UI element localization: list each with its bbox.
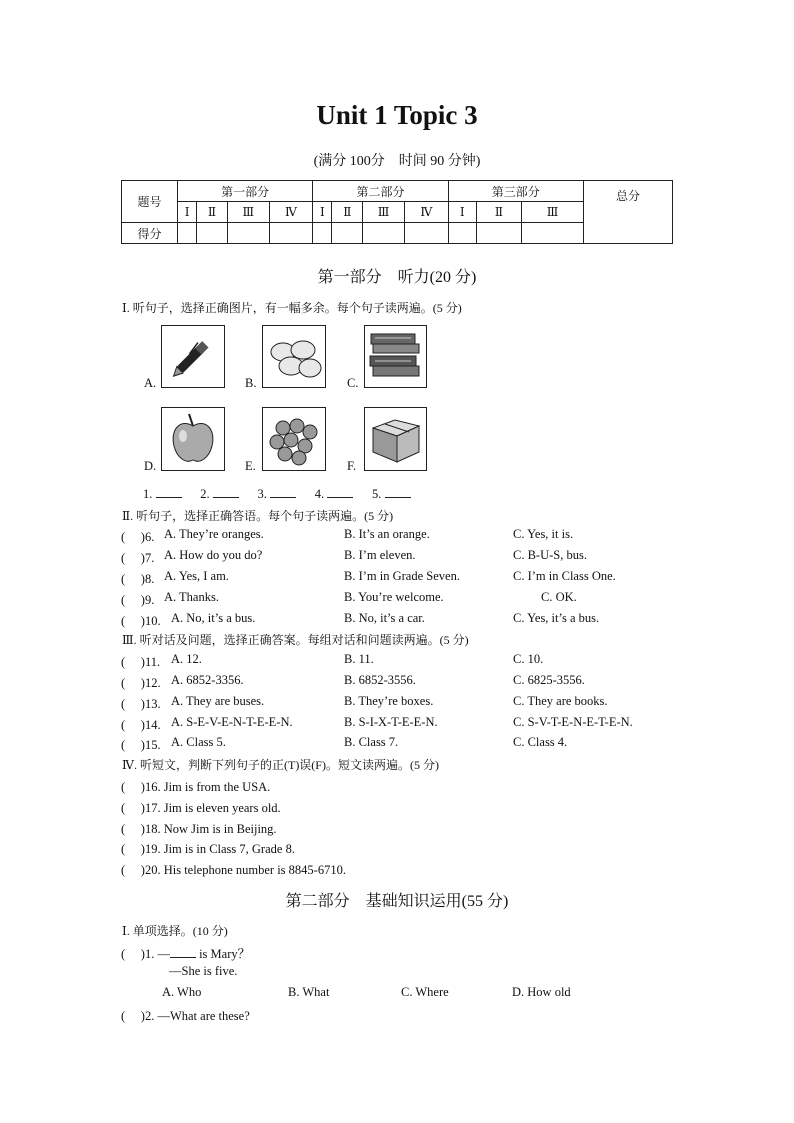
- col-p1-1: Ⅰ: [178, 202, 197, 223]
- total-header: 总分: [584, 181, 673, 244]
- question-num: ( )1. —: [121, 947, 170, 961]
- question-num: ( )13.: [121, 697, 161, 711]
- option-c: C. 6825-3556.: [513, 673, 585, 687]
- s2-part1-heading: Ⅰ. 单项选择。(10 分): [122, 924, 228, 938]
- question-num: ( )8.: [121, 572, 155, 586]
- question-num: ( )6.: [121, 530, 155, 544]
- blank-label-5: 5.: [372, 487, 382, 501]
- defen-header: 得分: [122, 223, 178, 244]
- books-icon: [364, 325, 427, 388]
- s1-part2-heading: Ⅱ. 听句子，选择正确答语。每个句子读两遍。(5 分): [122, 509, 394, 523]
- col-p2-4: Ⅳ: [405, 202, 449, 223]
- s1-part4-heading: Ⅳ. 听短文，判断下列句子的正(T)误(F)。短文读两遍。(5 分): [122, 758, 439, 772]
- option-b: B. S-I-X-T-E-E-N.: [344, 715, 438, 729]
- score-cell[interactable]: [405, 223, 449, 244]
- pic-label-e: E.: [245, 459, 256, 473]
- option-c: C. Yes, it is.: [513, 527, 574, 541]
- score-cell[interactable]: [227, 223, 269, 244]
- option-c: C. Where: [401, 985, 449, 999]
- s1-part1-heading: Ⅰ. 听句子，选择正确图片，有一幅多余。每个句子读两遍。(5 分): [122, 301, 462, 315]
- question-num: ( )10.: [121, 614, 161, 628]
- option-b: B. 11.: [344, 652, 374, 666]
- question-text: is Mary？: [195, 947, 251, 961]
- s1-part3-heading: Ⅲ. 听对话及问题，选择正确答案。每组对话和问题读两遍。(5 分): [122, 633, 469, 647]
- option-a: A. Who: [162, 985, 202, 999]
- page-title: Unit 1 Topic 3: [316, 100, 478, 130]
- col-p3-1: Ⅰ: [448, 202, 476, 223]
- apple-icon: [161, 407, 225, 471]
- picture-answer-blanks: [143, 486, 411, 502]
- blank-label-1: 1.: [143, 487, 153, 501]
- option-b: B. I’m in Grade Seven.: [344, 569, 460, 583]
- score-cell[interactable]: [178, 223, 197, 244]
- pic-label-b: B.: [245, 376, 257, 390]
- question-num: ( )11.: [121, 655, 161, 669]
- oranges-icon: [262, 407, 326, 471]
- score-time-note: (满分 100分 时间 90 分钟): [313, 154, 481, 169]
- option-b: B. What: [288, 985, 330, 999]
- option-a: A. They are buses.: [171, 694, 265, 708]
- option-c: C. B-U-S, bus.: [513, 548, 587, 562]
- option-b: B. Class 7.: [344, 735, 399, 749]
- option-a: A. Class 5.: [171, 735, 226, 749]
- question-num: ( )9.: [121, 593, 155, 607]
- option-a: A. Thanks.: [164, 590, 219, 604]
- option-c: C. 10.: [513, 652, 544, 666]
- option-c: C. S-V-T-E-N-E-T-E-N.: [513, 715, 633, 729]
- mc-question-1: [121, 944, 250, 962]
- tf-item: ( )19. Jim is in Class 7, Grade 8.: [121, 842, 295, 856]
- pic-label-a: A.: [144, 376, 157, 390]
- score-cell[interactable]: [363, 223, 405, 244]
- col-p2-2: Ⅱ: [332, 202, 363, 223]
- blank-label-2: 2.: [200, 487, 210, 501]
- option-c: C. Yes, it’s a bus.: [513, 611, 600, 625]
- option-a: A. 6852-3356.: [171, 673, 244, 687]
- mc-question-2: ( )2. —What are these?: [121, 1009, 250, 1023]
- question-num: ( )14.: [121, 718, 161, 732]
- option-b: B. No, it’s a car.: [344, 611, 425, 625]
- answer-blank[interactable]: [385, 486, 411, 498]
- option-c: C. Class 4.: [513, 735, 568, 749]
- score-cell[interactable]: [448, 223, 476, 244]
- col-p3-2: Ⅱ: [476, 202, 521, 223]
- option-b: B. 6852-3556.: [344, 673, 416, 687]
- tf-item: ( )16. Jim is from the USA.: [121, 780, 271, 794]
- option-b: B. I’m eleven.: [344, 548, 416, 562]
- part1-header: 第一部分: [178, 181, 313, 202]
- box-icon: [364, 407, 427, 471]
- option-a: A. How do you do?: [164, 548, 263, 562]
- pic-label-c: C.: [347, 376, 359, 390]
- answer-blank[interactable]: [213, 486, 239, 498]
- pen-icon: [161, 325, 225, 388]
- section2-heading: 第二部分 基础知识运用(55 分): [285, 893, 509, 910]
- option-c: C. OK.: [541, 590, 577, 604]
- pic-label-f: F.: [347, 459, 357, 473]
- answer-line: —She is five.: [169, 964, 238, 978]
- score-cell[interactable]: [197, 223, 228, 244]
- answer-blank[interactable]: [170, 946, 196, 958]
- col-p1-4: Ⅳ: [269, 202, 313, 223]
- score-cell[interactable]: [521, 223, 583, 244]
- col-p2-3: Ⅲ: [363, 202, 405, 223]
- option-b: B. They’re boxes.: [344, 694, 434, 708]
- col-p2-1: Ⅰ: [313, 202, 332, 223]
- tf-item: ( )17. Jim is eleven years old.: [121, 801, 281, 815]
- answer-blank[interactable]: [327, 486, 353, 498]
- option-a: A. S-E-V-E-N-T-E-E-N.: [171, 715, 293, 729]
- section1-heading: 第一部分 听力(20 分): [317, 269, 477, 286]
- tf-item: ( )18. Now Jim is in Beijing.: [121, 822, 277, 836]
- col-p1-2: Ⅱ: [197, 202, 228, 223]
- option-a: A. 12.: [171, 652, 202, 666]
- tihao-header: 题号: [122, 181, 178, 223]
- pic-label-d: D.: [144, 459, 157, 473]
- option-a: A. No, it’s a bus.: [171, 611, 256, 625]
- score-cell[interactable]: [476, 223, 521, 244]
- option-c: C. I’m in Class One.: [513, 569, 616, 583]
- col-p3-3: Ⅲ: [521, 202, 583, 223]
- blank-label-3: 3.: [257, 487, 267, 501]
- part3-header: 第三部分: [448, 181, 583, 202]
- part2-header: 第二部分: [313, 181, 448, 202]
- answer-blank[interactable]: [270, 486, 296, 498]
- score-cell[interactable]: [332, 223, 363, 244]
- score-cell[interactable]: [313, 223, 332, 244]
- option-b: B. You’re welcome.: [344, 590, 444, 604]
- eggs-icon: [262, 325, 326, 388]
- option-b: B. It’s an orange.: [344, 527, 430, 541]
- score-table: [121, 180, 673, 244]
- option-c: C. They are books.: [513, 694, 608, 708]
- tf-item: ( )20. His telephone number is 8845-6710.: [121, 863, 346, 877]
- blank-label-4: 4.: [314, 487, 325, 501]
- option-a: A. They’re oranges.: [164, 527, 264, 541]
- col-p1-3: Ⅲ: [227, 202, 269, 223]
- question-num: ( )15.: [121, 738, 161, 752]
- option-d: D. How old: [512, 985, 571, 999]
- option-a: A. Yes, I am.: [164, 569, 229, 583]
- question-num: ( )12.: [121, 676, 161, 690]
- answer-blank[interactable]: [156, 486, 182, 498]
- question-num: ( )7.: [121, 551, 155, 565]
- score-cell[interactable]: [269, 223, 313, 244]
